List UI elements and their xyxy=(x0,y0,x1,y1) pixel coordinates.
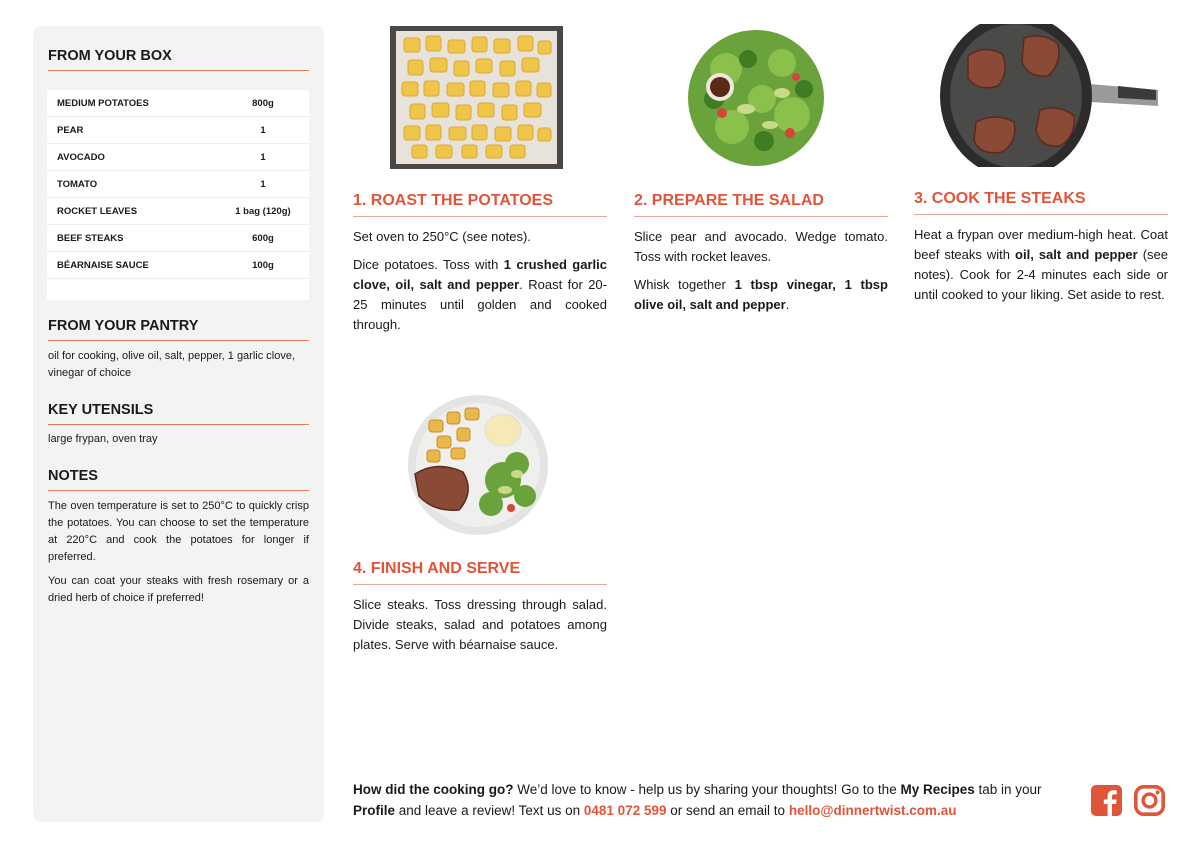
key-utensils-heading: KEY UTENSILS xyxy=(48,402,309,425)
footer-text: and leave a review! Text us on xyxy=(395,803,584,818)
notes-text xyxy=(48,498,309,614)
step-text: Dice potatoes. Toss with xyxy=(353,257,504,272)
ingredient-qty: 1 bag (120g) xyxy=(235,205,291,217)
step-4-body xyxy=(353,595,607,663)
ingredient-qty: 1 xyxy=(260,151,266,163)
table-row xyxy=(47,198,309,225)
step-1-paragraph: Set oven to 250°C (see notes). xyxy=(353,229,531,244)
ingredient-qty: 600g xyxy=(252,232,274,244)
ingredients-table xyxy=(47,90,309,300)
step-2-body xyxy=(634,227,888,323)
salad-photo xyxy=(686,29,826,169)
table-row xyxy=(47,90,309,117)
cook-steaks-photo xyxy=(940,24,1162,167)
footer-text: or send an email to xyxy=(666,803,789,818)
table-row xyxy=(47,225,309,252)
step-3-paragraph xyxy=(914,225,1168,305)
step-2-paragraph: Slice pear and avocado. Wedge tomato. Toss with rocket leaves. xyxy=(634,229,888,264)
ingredient-name: BÉARNAISE SAUCE xyxy=(57,259,149,271)
ingredient-name: TOMATO xyxy=(57,178,98,190)
ingredient-name: BEEF STEAKS xyxy=(57,232,124,244)
feedback-footer xyxy=(353,779,1073,821)
step-text: (see notes). Cook for 2-4 minutes each side or until cooked to your liking. Set aside to rest. xyxy=(914,247,1169,302)
my-recipes-link[interactable]: My Recipes xyxy=(900,782,975,797)
step-bold-text: 1 tbsp vinegar, 1 tbsp olive oil, salt and pepper xyxy=(634,277,888,312)
utensils-text xyxy=(48,431,309,455)
phone-link[interactable]: 0481 072 599 xyxy=(583,803,667,818)
ingredient-name: PEAR xyxy=(57,124,84,136)
step-3-body xyxy=(914,225,1168,313)
step-bold-text: oil, salt and pepper xyxy=(1015,247,1138,262)
step-1-title: 1. ROAST THE POTATOES xyxy=(353,192,607,217)
pantry-text xyxy=(48,348,309,389)
step-4-paragraph: Slice steaks. Toss dressing through salad. Divide steaks, salad and potatoes among plates. Serve with béarnaise sauce. xyxy=(353,597,607,652)
from-your-box-heading: FROM YOUR BOX xyxy=(48,48,309,71)
step-text: Whisk together xyxy=(634,277,735,292)
ingredients-sidebar xyxy=(33,26,324,822)
table-row xyxy=(47,144,309,171)
step-bold-text: 1 crushed garlic clove, oil, salt and pepper xyxy=(353,257,607,292)
ingredient-name: MEDIUM POTATOES xyxy=(57,97,149,109)
table-row xyxy=(47,252,309,279)
facebook-icon[interactable] xyxy=(1091,785,1122,816)
table-row xyxy=(47,171,309,198)
footer-question: How did the cooking go? xyxy=(353,782,514,797)
note-paragraph: The oven temperature is set to 250°C to quickly crisp the potatoes. You can choose to set the temperature at 220°C and cook the potatoes for longer if preferred. xyxy=(48,500,309,563)
pantry-text-paragraph: oil for cooking, olive oil, salt, pepper, 1 garlic clove, vinegar of choice xyxy=(48,350,296,379)
utensils-text-paragraph: large frypan, oven tray xyxy=(48,433,158,445)
ingredient-name: ROCKET LEAVES xyxy=(57,205,138,217)
ingredient-qty: 100g xyxy=(252,259,274,271)
step-text: . Roast for 20-25 minutes until golden and cooked through. xyxy=(353,277,607,332)
step-2-title: 2. PREPARE THE SALAD xyxy=(634,192,888,217)
notes-heading: NOTES xyxy=(48,468,309,491)
roast-potatoes-photo xyxy=(390,26,563,169)
profile-link[interactable]: Profile xyxy=(353,803,396,818)
ingredient-name: AVOCADO xyxy=(57,151,105,163)
instagram-icon[interactable] xyxy=(1134,785,1165,816)
email-link[interactable]: hello@dinnertwist.com.au xyxy=(788,803,957,818)
step-1-body xyxy=(353,227,607,343)
from-your-pantry-heading: FROM YOUR PANTRY xyxy=(48,318,309,341)
ingredient-qty: 1 xyxy=(260,124,266,136)
ingredient-qty: 800g xyxy=(252,97,274,109)
ingredient-qty: 1 xyxy=(260,178,266,190)
step-text: . xyxy=(785,297,790,312)
table-row xyxy=(47,117,309,144)
step-text: Heat a frypan over medium-high heat. Coat beef steaks with xyxy=(914,227,1168,262)
step-2-paragraph xyxy=(634,275,888,315)
step-1-paragraph xyxy=(353,255,607,335)
footer-text: We’d love to know - help us by sharing your thoughts! Go to the xyxy=(513,782,901,797)
step-3-title: 3. COOK THE STEAKS xyxy=(914,190,1168,215)
note-paragraph: You can coat your steaks with fresh rosemary or a dried herb of choice if preferred! xyxy=(48,575,309,604)
footer-text: tab in your xyxy=(974,782,1042,797)
step-4-title: 4. FINISH AND SERVE xyxy=(353,560,607,585)
finished-plate-photo xyxy=(407,394,549,536)
